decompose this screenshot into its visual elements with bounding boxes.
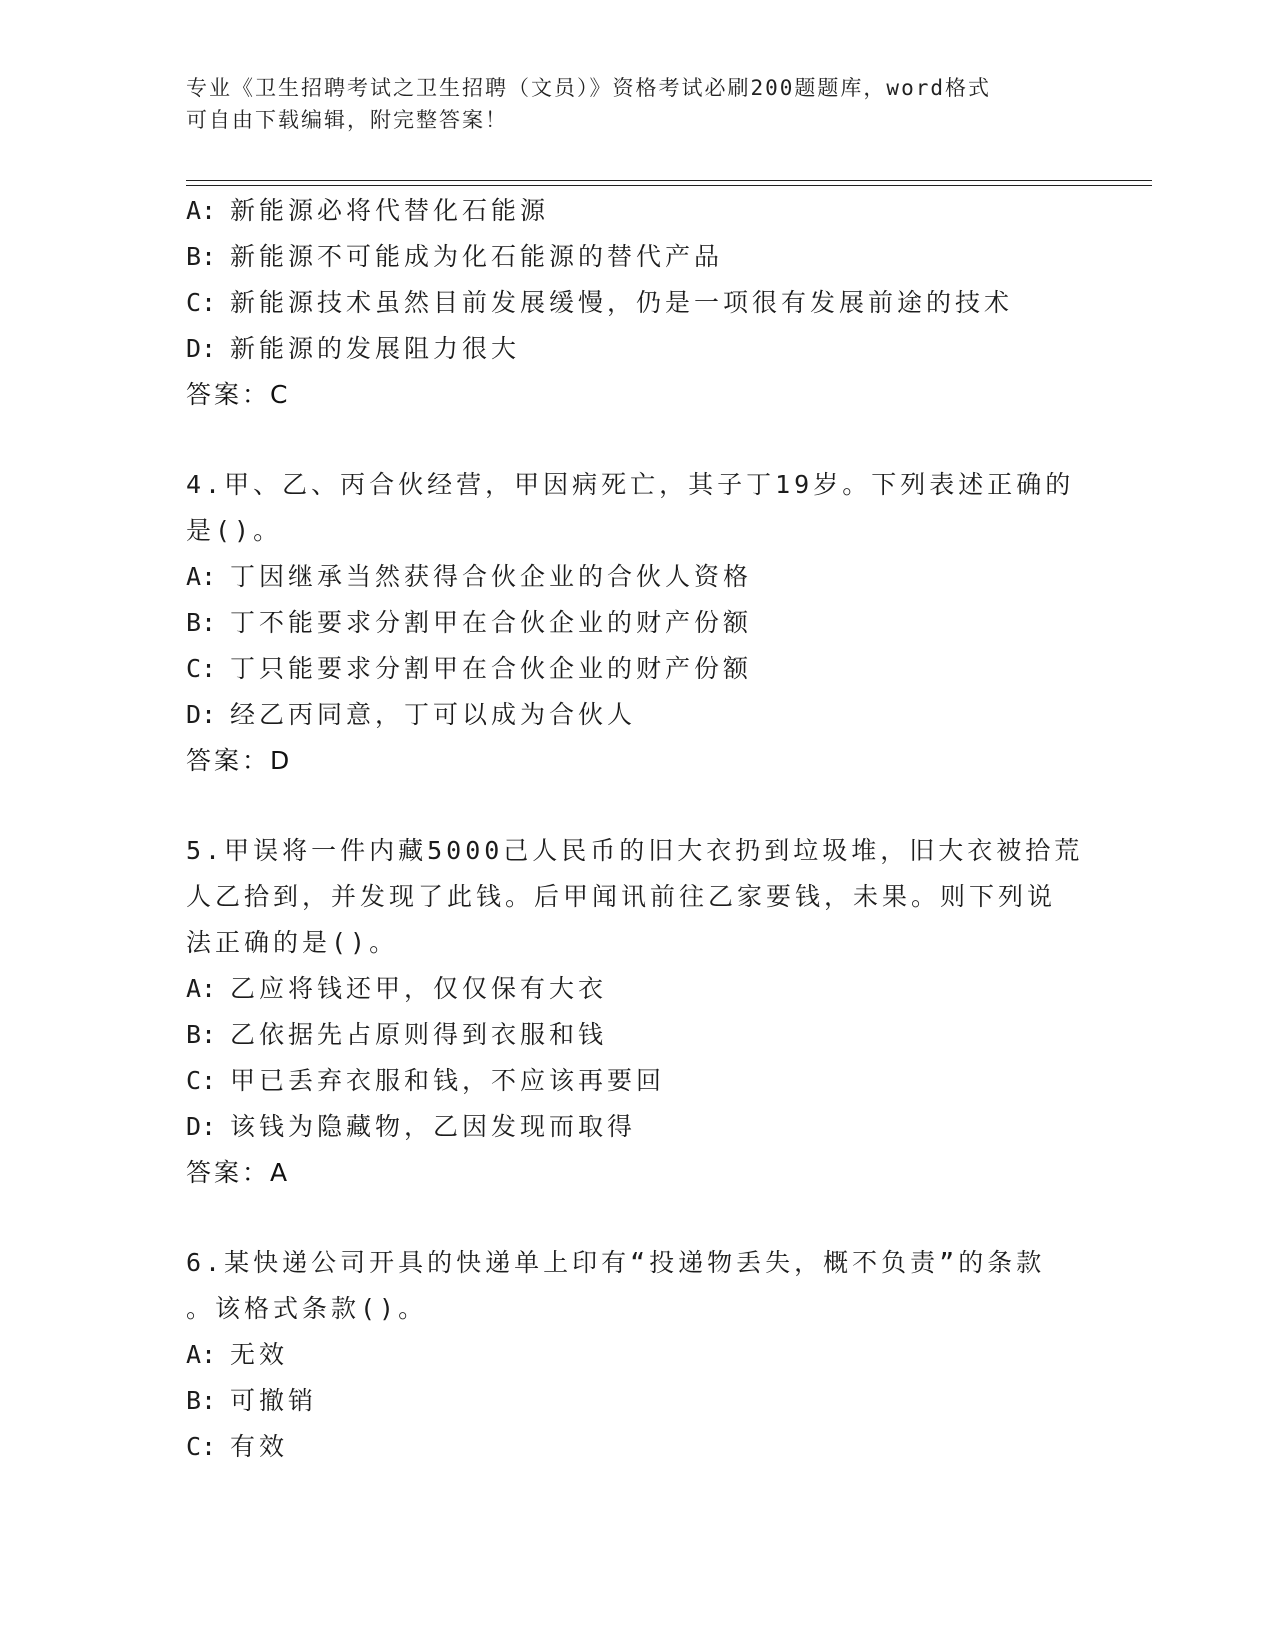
question-spacer — [186, 784, 1086, 828]
option-d — [186, 326, 1086, 372]
option-c — [186, 1058, 1086, 1104]
option-key: C: — [186, 288, 217, 317]
question-stem-line: 4.甲、乙、丙合伙经营，甲因病死亡，其子丁19岁。下列表述正确的 — [186, 470, 1075, 499]
option-text: 丁只能要求分割甲在合伙企业的财产份额 — [230, 654, 753, 683]
answer-line: 答案：C — [186, 380, 291, 409]
option-key: C: — [186, 1432, 217, 1461]
option-d — [186, 1104, 1086, 1150]
question-6 — [186, 1240, 1086, 1470]
question-4 — [186, 462, 1086, 784]
option-key: D: — [186, 700, 217, 729]
option-b — [186, 1378, 1086, 1424]
question-stem-line: 5.甲误将一件内藏5000己人民币的旧大衣扔到垃圾堆，旧大衣被拾荒 — [186, 836, 1084, 865]
option-text: 新能源技术虽然目前发展缓慢，仍是一项很有发展前途的技术 — [230, 288, 1014, 317]
question-stem-line: 。该格式条款()。 — [186, 1294, 428, 1323]
question-stem-line: 是()。 — [186, 516, 283, 545]
option-c — [186, 280, 1086, 326]
option-key: B: — [186, 608, 217, 637]
option-key: A: — [186, 974, 217, 1003]
option-a — [186, 966, 1086, 1012]
option-b — [186, 1012, 1086, 1058]
question-stem-line: 法正确的是()。 — [186, 928, 399, 957]
question-spacer — [186, 418, 1086, 462]
option-text: 乙依据先占原则得到衣服和钱 — [230, 1020, 608, 1049]
answer-line: 答案：D — [186, 746, 293, 775]
option-d — [186, 692, 1086, 738]
option-text: 新能源不可能成为化石能源的替代产品 — [230, 242, 724, 271]
question-stem-line: 人乙拾到，并发现了此钱。后甲闻讯前往乙家要钱，未果。则下列说 — [186, 882, 1057, 911]
option-a — [186, 1332, 1086, 1378]
option-c — [186, 1424, 1086, 1470]
document-header — [186, 72, 1066, 136]
option-text: 新能源必将代替化石能源 — [230, 196, 550, 225]
option-key: C: — [186, 1066, 217, 1095]
option-b — [186, 234, 1086, 280]
question-spacer — [186, 1196, 1086, 1240]
option-text: 可撤销 — [230, 1386, 318, 1415]
option-a — [186, 188, 1086, 234]
option-key: D: — [186, 1112, 217, 1141]
option-text: 新能源的发展阻力很大 — [230, 334, 521, 363]
option-text: 有效 — [230, 1432, 289, 1461]
option-key: A: — [186, 562, 217, 591]
question-stem-line: 6.某快递公司开具的快递单上印有“投递物丢失，概不负责”的条款 — [186, 1248, 1046, 1277]
option-b — [186, 600, 1086, 646]
option-key: D: — [186, 334, 217, 363]
question-list — [186, 188, 1086, 1470]
header-divider-bottom — [186, 185, 1152, 186]
option-a — [186, 554, 1086, 600]
option-key: C: — [186, 654, 217, 683]
option-text: 丁不能要求分割甲在合伙企业的财产份额 — [230, 608, 753, 637]
header-title-line-1: 专业《卫生招聘考试之卫生招聘（文员）》资格考试必刷200题题库，word格式 — [186, 76, 991, 100]
option-key: B: — [186, 1020, 217, 1049]
option-key: A: — [186, 196, 217, 225]
option-key: B: — [186, 1386, 217, 1415]
answer-line: 答案：A — [186, 1158, 291, 1187]
header-divider-top — [186, 180, 1152, 181]
option-key: B: — [186, 242, 217, 271]
question-5 — [186, 828, 1086, 1196]
option-text: 甲已丢弃衣服和钱，不应该再要回 — [230, 1066, 666, 1095]
option-key: A: — [186, 1340, 217, 1369]
option-c — [186, 646, 1086, 692]
header-title-line-2: 可自由下载编辑，附完整答案！ — [186, 108, 508, 132]
option-text: 经乙丙同意，丁可以成为合伙人 — [230, 700, 637, 729]
option-text: 该钱为隐藏物，乙因发现而取得 — [230, 1112, 637, 1141]
option-text: 无效 — [230, 1340, 289, 1369]
question-3 — [186, 188, 1086, 418]
option-text: 丁因继承当然获得合伙企业的合伙人资格 — [230, 562, 753, 591]
option-text: 乙应将钱还甲，仅仅保有大衣 — [230, 974, 608, 1003]
